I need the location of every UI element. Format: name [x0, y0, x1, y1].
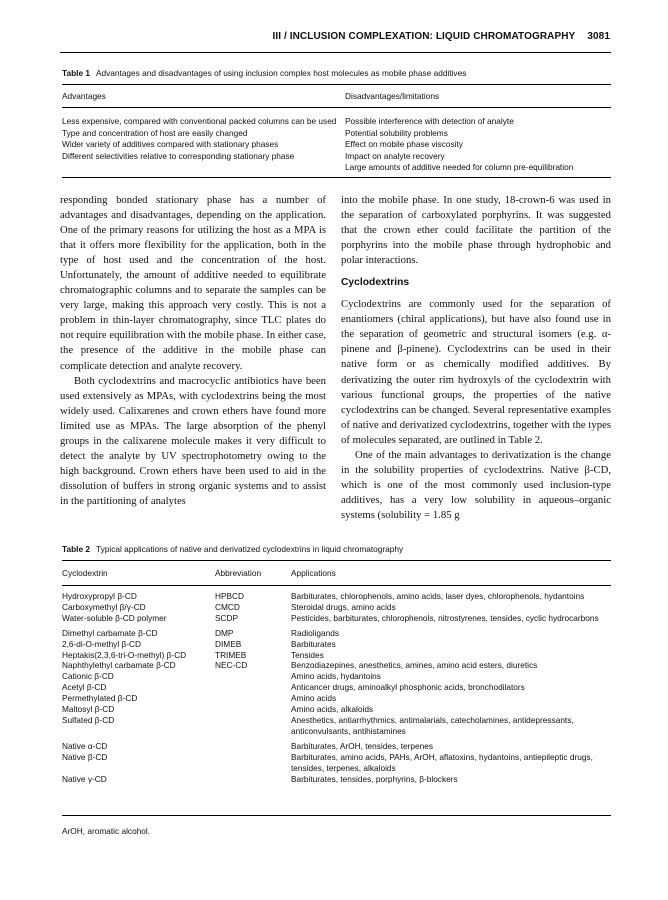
table2-cell-applications: Barbiturates, chlorophenols, amino acids, laser dyes, chlorophenols, hydantoins	[291, 591, 585, 601]
table2-label: Table 2	[62, 544, 90, 554]
table2-footnote: ArOH, aromatic alcohol.	[62, 826, 151, 836]
table2-cell-cyclodextrin: 2,6-di-O-methyl β-CD	[62, 638, 141, 649]
table2-caption-text: Typical applications of native and derivatized cyclodextrins in liquid chromatography	[95, 544, 404, 554]
table-row	[62, 704, 611, 715]
table2-cell-cyclodextrin: Cationic β-CD	[62, 671, 114, 682]
table2-cell-abbreviation: SCDP	[215, 612, 239, 623]
table2-cell-abbreviation	[215, 704, 291, 715]
table-row	[62, 715, 611, 737]
table-row	[62, 693, 611, 704]
table2-cell-abbreviation: DIMEB	[215, 638, 242, 649]
table-row	[62, 774, 611, 785]
table2-cell-applications: Steroidal drugs, amino acids	[291, 601, 396, 612]
table2-body	[62, 591, 611, 784]
table1-disadvantage-item: Large amounts of additive needed for column pre-equilibration	[345, 162, 574, 172]
body-paragraph: into the mobile phase. In one study, 18-crown-6 was used in the separation of carboxylated porphyrins. It was suggested that the crown ether could facilitate the partition of the porphyrins into the mobile phase through hydrophobic and polar interactions.	[341, 194, 611, 267]
page-number: 3081	[587, 31, 610, 42]
table2-header-row	[62, 568, 611, 580]
table1-advantages-list	[62, 116, 336, 162]
table2-cell-cyclodextrin: Carboxymethyl β/γ-CD	[62, 601, 146, 612]
table2-cell-applications: Pesticides, barbiturates, chlorophenols, nitrostyrenes, tensides, cyclic hydrocarbons	[291, 612, 599, 623]
table2-cell-abbreviation	[215, 693, 291, 704]
table2-header-cyclodextrin: Cyclodextrin	[62, 568, 108, 578]
table2-cell-cyclodextrin: Heptakis(2,3,6-tri-O-methyl) β-CD	[62, 649, 187, 660]
table1-label: Table 1	[62, 68, 90, 78]
running-head	[60, 31, 610, 45]
table2-cell-cyclodextrin: Naphthylethyl carbamate β-CD	[62, 660, 176, 671]
table2-cell-abbreviation	[215, 741, 291, 752]
table2-cell-applications: Barbiturates, tensides, porphyrins, β-blockers	[291, 773, 458, 784]
table2-cell-cyclodextrin: Water-soluble β-CD polymer	[62, 612, 167, 623]
table2-cell-applications: Amino acids	[291, 693, 337, 704]
table2-caption	[62, 544, 403, 554]
table1-header-rule	[62, 107, 611, 108]
table2-cell-cyclodextrin: Native γ-CD	[62, 773, 107, 784]
table2-cell-applications: Anticancer drugs, aminoalkyl phosphonic acids, bronchodilators	[291, 682, 525, 693]
table-row	[62, 660, 611, 671]
table2-cell-applications: Tensides	[291, 649, 324, 660]
table1-header-advantages: Advantages	[62, 91, 106, 101]
table1-caption	[62, 68, 466, 78]
header-rule	[60, 52, 611, 53]
table1-disadvantage-item: Impact on analyte recovery	[345, 150, 445, 161]
table-row	[62, 752, 611, 774]
table2-cell-abbreviation	[215, 752, 291, 774]
body-column-left	[60, 193, 326, 509]
table2-cell-cyclodextrin: Native β-CD	[62, 751, 108, 762]
table1-advantage-item: Different selectivities relative to corresponding stationary phase	[62, 150, 295, 161]
body-paragraph: responding bonded stationary phase has a number of advantages and disadvantages, depending on the application. One of the primary reasons for utilizing the host as a MPA is that it offers more flexibility for the application, both in the type of host used and the concentration of the host. Unfortunately, the amount of additive needed to equilibrate chromatographic columns and to separate the samples can be very large, making this approach very costly. This is not a problem in thin-layer chromatography, since TLC plates do not require equilibration with the mobile phase. In either case, the presence of the additive in the mobile phase can complicate detection and analyte recovery.	[60, 194, 326, 372]
table2-cell-cyclodextrin: Maltosyl β-CD	[62, 704, 115, 715]
table1-disadvantage-item: Effect on mobile phase viscosity	[345, 139, 463, 149]
table-row	[62, 682, 611, 693]
table1-caption-text: Advantages and disadvantages of using inclusion complex host molecules as mobile phase additives	[95, 68, 467, 78]
body-column-right	[341, 193, 611, 523]
table1-disadvantages-list	[345, 116, 573, 174]
table2-cell-applications: Barbiturates, amino acids, PAHs, ArOH, aflatoxins, hydantoins, antiepileptic drugs, tensides, terpenes, alkaloids	[291, 751, 593, 773]
table2-cell-abbreviation: CMCD	[215, 601, 240, 612]
table2-cell-abbreviation	[215, 671, 291, 682]
table1-advantage-item: Type and concentration of host are easily changed	[62, 127, 248, 138]
table1-disadvantage-item: Possible interference with detection of analyte	[345, 116, 514, 126]
table2-cell-applications: Barbiturates, ArOH, tensides, terpenes	[291, 740, 434, 751]
table2-cell-applications: Barbiturates	[291, 638, 336, 649]
table2-cell-abbreviation: HPBCD	[215, 591, 245, 601]
table2-cell-cyclodextrin: Sulfated β-CD	[62, 714, 115, 725]
table-row	[62, 671, 611, 682]
table2-cell-applications: Benzodiazepines, anesthetics, amines, amino acid esters, diuretics	[291, 660, 538, 671]
table-row	[62, 639, 611, 650]
table2-cell-applications: Anesthetics, antiarrhythmics, antimalarials, catecholamines, antidepressants, anticonvulsants, antihistamines	[291, 714, 574, 736]
table2-bottom-rule	[62, 815, 611, 816]
table-row	[62, 628, 611, 639]
table2-cell-applications: Radioligands	[291, 627, 339, 638]
table-row	[62, 613, 611, 624]
section-heading-cyclodextrins: Cyclodextrins	[341, 277, 410, 289]
table2-cell-cyclodextrin: Native α-CD	[62, 740, 108, 751]
table2-cell-cyclodextrin: Hydroxypropyl β-CD	[62, 591, 137, 601]
table1-advantage-item: Wider variety of additives compared with stationary phases	[62, 139, 279, 149]
table-row	[62, 591, 611, 602]
table1-advantage-item: Less expensive, compared with conventional packed columns can be used	[62, 116, 337, 126]
table2-cell-abbreviation	[215, 774, 291, 785]
table2-header-applications: Applications	[291, 568, 336, 578]
body-paragraph: Both cyclodextrins and macrocyclic antibiotics have been used extensively as MPAs, with cyclodextrins being the most widely used. Calixarenes and crown ethers have found more limited use as MPAs. The large absorption of the phenyl groups in the calixarene molecule makes it very difficult to detect the analyte by UV spectrophotometry owing to the high background. Crown ethers have been used to aid in the dissolution of buffers in strong organic systems and to assist in the partitioning of analytes	[60, 374, 326, 507]
table2-header-rule	[62, 585, 611, 586]
table2-top-rule	[62, 560, 611, 561]
table2-cell-cyclodextrin: Acetyl β-CD	[62, 682, 107, 693]
table1-top-rule	[62, 84, 611, 85]
table2-header-abbreviation: Abbreviation	[215, 568, 262, 578]
table2-cell-abbreviation	[215, 682, 291, 693]
table2-cell-abbreviation: TRIMEB	[215, 649, 247, 660]
table2-cell-applications: Amino acids, hydantoins	[291, 671, 381, 682]
table2-cell-cyclodextrin: Dimethyl carbamate β-CD	[62, 627, 158, 638]
table2-cell-abbreviation	[215, 715, 291, 737]
body-paragraph: One of the main advantages to derivatization is the change in the solubility properties of cyclodextrins. Native β-CD, which is one of the most commonly used inclusion-type additives, has a very low solubility in aqueous–organic systems (solubility = 1.85 g	[341, 448, 611, 521]
body-paragraph: Cyclodextrins are commonly used for the separation of enantiomers (chiral applications), but have also found use in the separation of geometric and structural isomers (e.g. α-pinene and β-pinene). Cyclodextrins can be used in their native form or as chemically modified additives. By derivatizing the outer rim hydroxyls of the cyclodextrin with various functional groups, the properties of the native cyclodextrins can be changed. Several representative examples of native and derivatized cyclodextrins, together with the types of molecules separated, are outlined in Table 2.	[341, 298, 611, 446]
table2-cell-applications: Amino acids, alkaloids	[291, 704, 374, 715]
table1-bottom-rule	[62, 177, 611, 178]
table-row	[62, 602, 611, 613]
table1-disadvantage-item: Potential solubility problems	[345, 127, 448, 138]
table2-cell-cyclodextrin: Permethylated β-CD	[62, 693, 138, 704]
table-row	[62, 650, 611, 661]
table1-header-disadvantages: Disadvantages/limitations	[345, 91, 440, 101]
table2-cell-abbreviation: NEC-CD	[215, 660, 248, 671]
table2-cell-abbreviation: DMP	[215, 627, 234, 638]
table-row	[62, 741, 611, 752]
running-head-title: III / INCLUSION COMPLEXATION: LIQUID CHROMATOGRAPHY	[272, 31, 576, 42]
